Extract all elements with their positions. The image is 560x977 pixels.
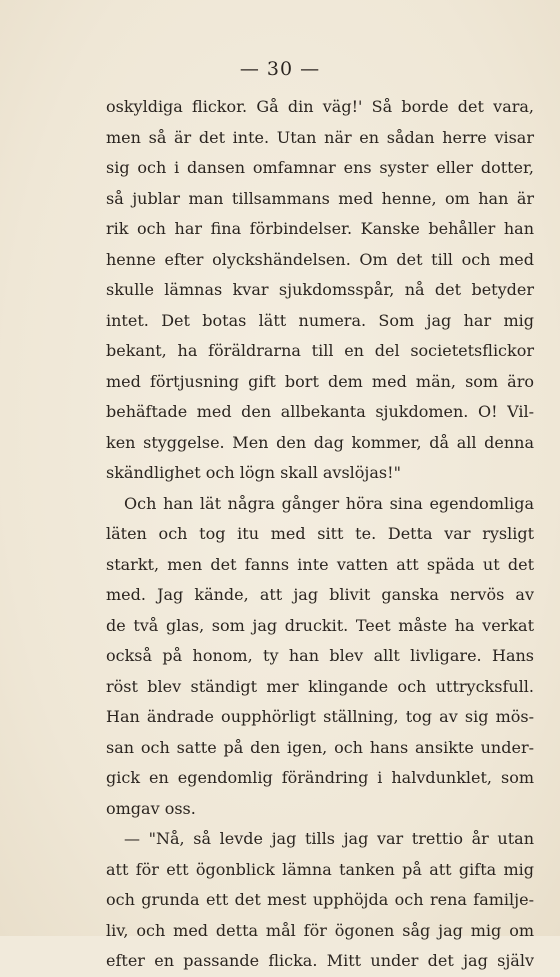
text-line: san och satte på den igen, och hans ansikte under- xyxy=(106,737,534,757)
text-line: med förtjusning gift bort dem med män, som äro xyxy=(106,371,534,391)
text-line: — "Nå, så levde jag tills jag var trettio år utan xyxy=(124,829,534,848)
text-line: skulle lämnas kvar sjukdomsspår, nå det betyder xyxy=(106,280,534,299)
text-line: oskyldiga flickor. Gå din väg!' Så borde det vara, xyxy=(106,97,534,116)
text-line: Och han lät några gånger höra sina egendomliga xyxy=(124,493,534,513)
text-line: de två glas, som jag druckit. Teet måste ha verkat xyxy=(106,615,534,635)
text-line: ken styggelse. Men den dag kommer, då all denna xyxy=(106,432,534,452)
text-line: liv, och med detta mål för ögonen såg jag mig om xyxy=(106,920,534,940)
text-line: men så är det inte. Utan när en sådan herre visar xyxy=(106,127,534,147)
text-line: också på honom, ty han blev allt livligare. Hans xyxy=(106,646,534,665)
text-line: Han ändrade oupphörligt ställning, tog av sig mös- xyxy=(106,707,534,726)
page-number: — 30 — xyxy=(239,58,321,80)
text-line: rik och har fina förbindelser. Kanske behåller han xyxy=(106,219,534,238)
text-line: omgav oss. xyxy=(106,798,196,818)
text-line: läten och tog itu med sitt te. Detta var rysligt xyxy=(106,524,534,543)
text-line: henne efter olyckshändelsen. Om det till och med xyxy=(106,249,534,269)
text-line: och grunda ett det mest upphöjda och rena familje- xyxy=(106,890,534,909)
text-line: bekant, ha föräldrarna till en del societetsflickor xyxy=(106,341,534,360)
text-line: med. Jag kände, att jag blivit ganska nervös av xyxy=(106,585,534,604)
text-line: intet. Det botas lätt numera. Som jag har mig xyxy=(106,310,534,330)
text-line: efter en passande flicka. Mitt under det jag själv xyxy=(106,951,534,970)
text-line: att för ett ögonblick lämna tanken på att gifta mig xyxy=(106,859,534,879)
text-line: röst blev ständigt mer klingande och uttrycksfull. xyxy=(106,676,534,696)
text-line: gick en egendomlig förändring i halvdunklet, som xyxy=(106,768,534,787)
text-line: starkt, men det fanns inte vatten att späda ut det xyxy=(106,554,534,574)
text-line: sig och i dansen omfamnar ens syster eller dotter, xyxy=(106,158,534,177)
body-text xyxy=(106,92,534,977)
text-line: skändlighet och lögn skall avslöjas!" xyxy=(106,463,401,482)
text-line: behäftade med den allbekanta sjukdomen. O! Vil- xyxy=(106,402,534,421)
text-line: så jublar man tillsammans med henne, om han är xyxy=(106,188,534,208)
